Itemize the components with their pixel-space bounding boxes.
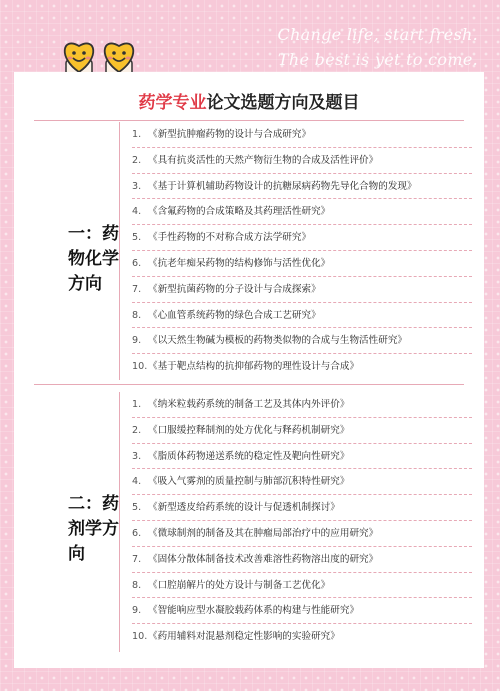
- list-item: [132, 521, 472, 547]
- section-pharmaceutics: [14, 392, 484, 652]
- list-item: [132, 598, 472, 624]
- list-item: [132, 277, 472, 303]
- item-number: 4.: [132, 206, 142, 218]
- item-text: 《药用辅料对混悬剂稳定性影响的实验研究》: [148, 631, 340, 643]
- item-text: 《具有抗炎活性的天然产物衍生物的合成及活性评价》: [148, 154, 379, 166]
- list-item: [132, 328, 472, 354]
- section-medicinal-chemistry: [14, 122, 484, 380]
- item-number: 4.: [132, 476, 142, 488]
- content-card: [14, 72, 484, 668]
- item-number: 10.: [132, 631, 148, 643]
- item-number: 1.: [132, 129, 142, 140]
- item-number: 2.: [132, 424, 142, 436]
- item-text: 《含氟药物的合成策略及其药理活性研究》: [148, 206, 331, 218]
- item-number: 5.: [132, 232, 142, 244]
- item-text: 《固体分散体制备技术改善难溶性药物溶出度的研究》: [148, 553, 379, 565]
- item-number: 9.: [132, 335, 142, 347]
- item-number: 7.: [132, 283, 142, 295]
- list-item: [132, 444, 472, 470]
- item-text: 《智能响应型水凝胶载药体系的构建与性能研究》: [148, 605, 360, 617]
- item-number: 3.: [132, 450, 142, 462]
- item-text: 《纳米粒载药系统的制备工艺及其体内外评价》: [148, 399, 350, 410]
- section-separator: [34, 384, 464, 385]
- item-text: 《新型抗菌药物的分子设计与合成探索》: [148, 283, 321, 295]
- list-item: [132, 418, 472, 444]
- item-text: 《以天然生物碱为模板的药物类似物的合成与生物活性研究》: [148, 335, 408, 347]
- item-text: 《基于计算机辅助药物设计的抗糖尿病药物先导化合物的发现》: [148, 180, 417, 192]
- item-text: 《手性药物的不对称合成方法学研究》: [148, 232, 312, 244]
- item-number: 3.: [132, 180, 142, 192]
- item-text: 《心血管系统药物的绿色合成工艺研究》: [148, 309, 321, 321]
- list-item: [132, 469, 472, 495]
- title-divider: [34, 120, 464, 121]
- item-text: 《吸入气雾剂的质量控制与肺部沉积特性研究》: [148, 476, 350, 488]
- list-item: [132, 624, 472, 650]
- item-text: 《脂质体药物递送系统的稳定性及靶向性研究》: [148, 450, 350, 462]
- item-text: 《口服缓控释制剂的处方优化与释药机制研究》: [148, 424, 350, 436]
- slogan-line-2: The best is yet to come.: [277, 50, 478, 69]
- item-text: 《新型透皮给药系统的设计与促透机制探讨》: [148, 502, 340, 514]
- page-title: [14, 88, 484, 113]
- item-number: 6.: [132, 257, 142, 269]
- item-number: 8.: [132, 309, 142, 321]
- list-item: [132, 392, 472, 418]
- slogan-line-1: Change life, start fresh.: [277, 25, 478, 44]
- list-item: [132, 303, 472, 329]
- list-item: [132, 547, 472, 573]
- item-text: 《微球制剂的制备及其在肿瘤局部治疗中的应用研究》: [148, 527, 379, 539]
- topic-list: [132, 392, 472, 650]
- section-divider: [119, 122, 120, 380]
- item-number: 2.: [132, 154, 142, 166]
- item-number: 6.: [132, 527, 142, 539]
- list-item: [132, 174, 472, 200]
- list-item: [132, 354, 472, 380]
- item-text: 《抗老年痴呆药物的结构修饰与活性优化》: [148, 257, 331, 269]
- list-item: [132, 199, 472, 225]
- item-number: 10.: [132, 361, 148, 373]
- header-slogan: [278, 22, 478, 72]
- item-text: 《口腔崩解片的处方设计与制备工艺优化》: [148, 579, 331, 591]
- section-label: 一：药物化学方向: [68, 224, 119, 294]
- section-divider: [119, 392, 120, 652]
- title-accent: 药学专业: [138, 93, 207, 113]
- list-item: [132, 573, 472, 599]
- list-item: [132, 225, 472, 251]
- list-item: [132, 495, 472, 521]
- item-number: 8.: [132, 579, 142, 591]
- title-rest: 论文选题方向及题目: [206, 93, 360, 113]
- item-number: 7.: [132, 553, 142, 565]
- item-number: 5.: [132, 502, 142, 514]
- section-label: 二：药剂学方向: [68, 494, 119, 564]
- list-item: [132, 251, 472, 277]
- item-text: 《新型抗肿瘤药物的设计与合成研究》: [148, 129, 312, 140]
- list-item: [132, 122, 472, 148]
- item-number: 9.: [132, 605, 142, 617]
- item-text: 《基于靶点结构的抗抑郁药物的理性设计与合成》: [148, 361, 360, 373]
- list-item: [132, 148, 472, 174]
- topic-list: [132, 122, 472, 380]
- item-number: 1.: [132, 399, 142, 410]
